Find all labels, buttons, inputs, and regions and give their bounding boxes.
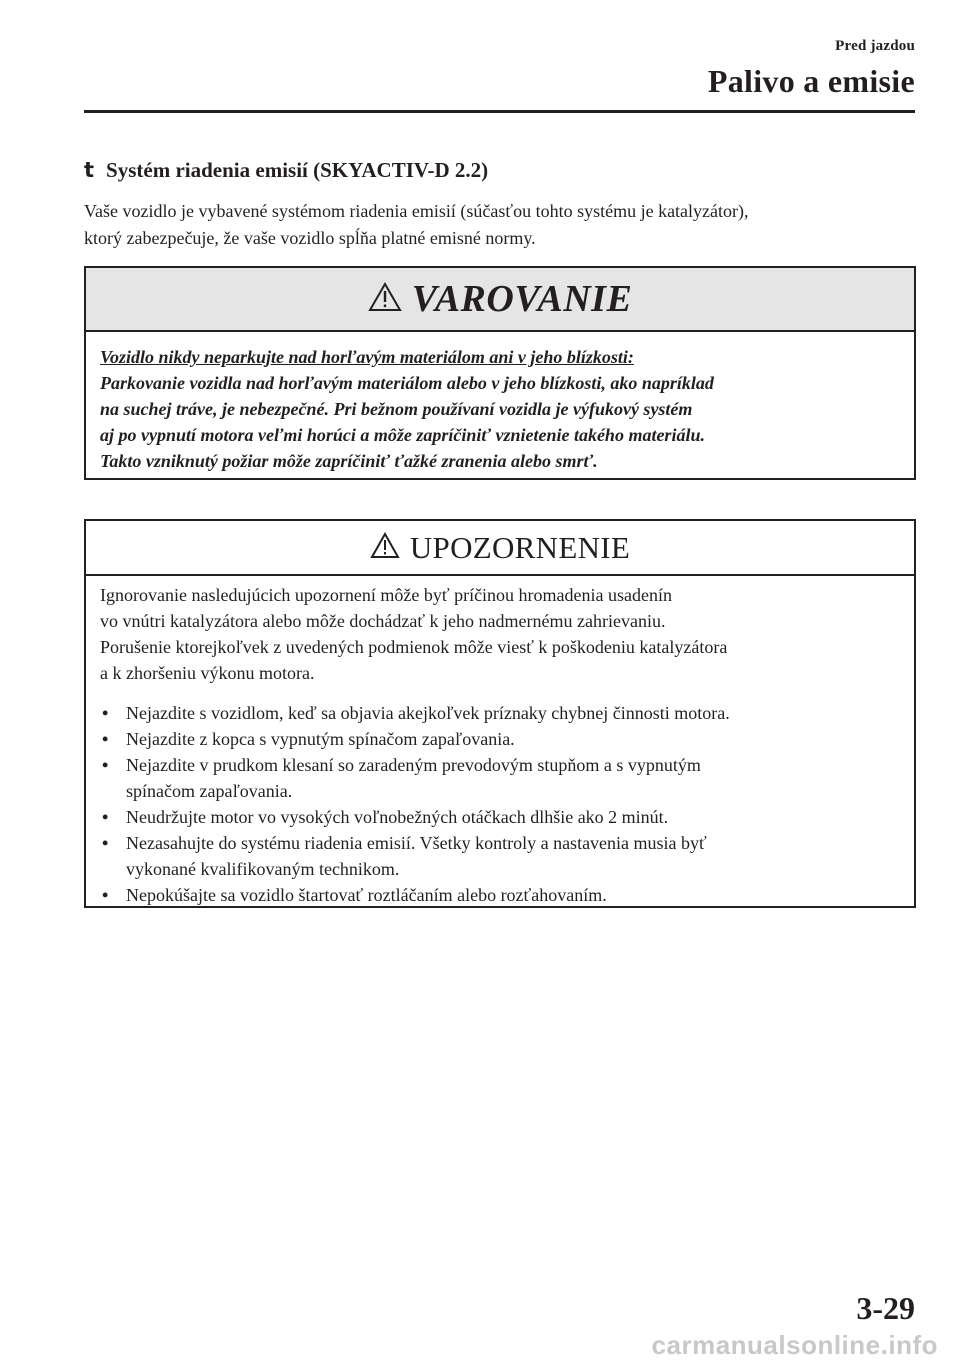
warning-box: [84, 266, 916, 480]
caution-line: Porušenie ktorejkoľvek z uvedených podmienok môže viesť k poškodeniu katalyzátora: [100, 637, 728, 657]
warning-line: na suchej tráve, je nebezpečné. Pri bežnom používaní vozidla je výfukový systém: [100, 399, 693, 419]
list-item: • Nezasahujte do systému riadenia emisií. Všetky kontroly a nastavenia musia byť vykonané kvalifikovaným technikom.: [100, 830, 900, 882]
list-item: • Neudržujte motor vo vysokých voľnobežných otáčkach dlhšie ako 2 minút.: [100, 804, 900, 830]
intro-line: ktorý zabezpečuje, že vaše vozidlo spĺňa platné emisné normy.: [84, 228, 536, 248]
caution-paragraph: [100, 582, 900, 686]
caution-line: vo vnútri katalyzátora alebo môže dochádzať k jeho nadmernému zahrievaniu.: [100, 611, 666, 631]
caution-line: Ignorovanie nasledujúcich upozornení môže byť príčinou hromadenia usadenín: [100, 585, 673, 605]
caution-list: [100, 700, 900, 908]
caution-header: [86, 521, 914, 576]
caution-box: [84, 519, 916, 908]
warning-line: aj po vypnutí motora veľmi horúci a môže zapríčiniť vznietenie takého materiálu.: [100, 425, 705, 445]
bullet-icon: •: [102, 703, 109, 723]
list-item: • Nejazdite s vozidlom, keď sa objavia akejkoľvek príznaky chybnej činnosti motora.: [100, 700, 900, 726]
warning-triangle-icon: [370, 532, 400, 564]
bullet-icon: •: [102, 729, 109, 749]
warning-line: Takto vzniknutý požiar môže zapríčiniť ťažké zranenia alebo smrť.: [100, 451, 598, 471]
bullet-icon: •: [102, 885, 109, 905]
chapter-label: Pred jazdou: [835, 38, 915, 54]
warning-lead: Vozidlo nikdy neparkujte nad horľavým materiálom ani v jeho blízkosti:: [100, 347, 634, 367]
bullet-icon: •: [102, 755, 109, 775]
bullet-icon: •: [102, 833, 109, 853]
list-item: • Nepokúšajte sa vozidlo štartovať roztláčaním alebo rozťahovaním.: [100, 882, 900, 908]
section-heading: [84, 158, 488, 183]
page-number: 3-29: [856, 1290, 915, 1326]
header-divider: [84, 110, 915, 113]
heading-marker: t: [84, 158, 95, 182]
list-item: • Nejazdite v prudkom klesaní so zaradeným prevodovým stupňom a s vypnutým spínačom zapaľovania.: [100, 752, 900, 804]
warning-line: Parkovanie vozidla nad horľavým materiálom alebo v jeho blízkosti, ako napríklad: [100, 373, 714, 393]
warning-title: VAROVANIE: [411, 278, 633, 320]
section-title: Palivo a emisie: [707, 63, 915, 99]
warning-triangle-icon: [368, 282, 402, 317]
page-header: [708, 38, 915, 100]
heading-text: Systém riadenia emisií (SKYACTIV-D 2.2): [106, 158, 489, 182]
warning-header: [86, 268, 914, 332]
caution-body: [86, 576, 914, 908]
list-item: • Nejazdite z kopca s vypnutým spínačom zapaľovania.: [100, 726, 900, 752]
watermark: carmanualsonline.info: [651, 1330, 938, 1360]
caution-line: a k zhoršeniu výkonu motora.: [100, 663, 315, 683]
intro-line: Vaše vozidlo je vybavené systémom riadenia emisií (súčasťou tohto systému je katalyzátor),: [84, 201, 749, 221]
bullet-icon: •: [102, 807, 109, 827]
caution-title: UPOZORNENIE: [409, 529, 631, 565]
intro-paragraph: [84, 198, 916, 252]
warning-body: [86, 332, 914, 474]
